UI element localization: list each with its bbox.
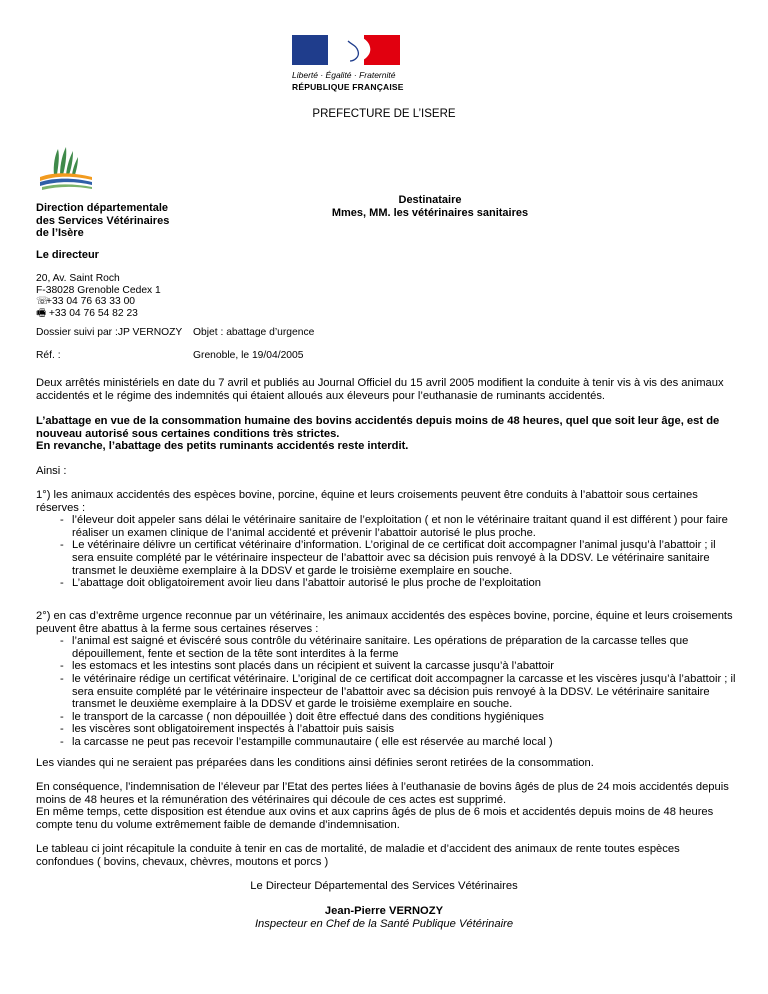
list-item: - Le vétérinaire délivre un certificat vétérinaire d’information. L’original de ce certificat doit accompagner l’animal jusqu’à l’abattoir ; il sera ensuite complété par le vétérinaire inspecteur de l’abattoir avec sa décision puis renvoyé à la DDSV. Le vétérinaire sanitaire transmet le deuxième exemplaire à la DDSV et garde le troisième exemplaire en souche. <box>60 539 716 577</box>
date-place: Grenoble, le 19/04/2005 <box>193 350 304 361</box>
section-2-list <box>36 635 736 748</box>
dsv-logo <box>36 145 96 191</box>
recipient-name: Mmes, MM. les vétérinaires sanitaires <box>331 207 529 219</box>
list-item: - le transport de la carcasse ( non dépouillée ) doit être effectué dans des conditions hygiéniques <box>60 710 544 723</box>
list-item: - l’animal est saigné et éviscéré sous contrôle du vétérinaire sanitaire. Les opérations de préparation de la carcasse telles que dépouillement, fente et section de la tête sont interdites à la ferme <box>60 635 689 660</box>
paragraph-consequence <box>36 781 736 831</box>
fax-line <box>36 308 161 320</box>
bold-statement-1: L’abattage en vue de la consommation humaine des bovins accidentés depuis moins de 48 heures, quel que soit leur âge, est de nouveau autorisé sous certaines conditions très strictes. <box>36 415 720 440</box>
subject: Objet : abattage d’urgence <box>193 327 315 338</box>
prefecture-title: PREFECTURE DE L’ISERE <box>312 108 456 120</box>
fax-icon: 🖷 <box>36 308 46 320</box>
section-2 <box>36 610 736 749</box>
signature-title: Inspecteur en Chef de la Santé Publique Vétérinaire <box>254 918 514 930</box>
section-1-list <box>36 514 736 590</box>
paragraph-intro: Deux arrêtés ministériels en date du 7 avril et publiés au Journal Officiel du 15 avril 2005 modifient la conduite à tenir vis à vis des animaux accidentés et le régime des indemnités qui étaient alloués aux éleveurs pour l’euthanasie de ruminants accidentés. <box>36 377 724 402</box>
list-item: - les estomacs et les intestins sont placés dans un récipient et suivent la carcasse jusqu’à l’abattoir <box>60 660 554 673</box>
list-item: - l’éleveur doit appeler sans délai le vétérinaire sanitaire de l’exploitation ( et non le vétérinaire traitant quand il est différent ) pour faire réaliser un examen clinique de l’animal accidenté et prévenir l’abattoir autorisé le plus proche. <box>60 514 728 539</box>
recipient-block <box>300 194 560 220</box>
department-name <box>36 202 236 240</box>
dossier-followed-by: Dossier suivi par :JP VERNOZY <box>36 327 183 338</box>
bold-statement <box>36 415 736 453</box>
paragraph-viandes: Les viandes qui ne seraient pas préparées dans les conditions ainsi définies seront retirées de la consommation. <box>36 757 594 769</box>
list-item: - la carcasse ne peut pas recevoir l’estampille communautaire ( elle est réservée au marché local ) <box>60 735 553 748</box>
paragraph-tableau: Le tableau ci joint récapitule la conduite à tenir en cas de mortalité, de maladie et d’accident des animaux de rente toutes espèces confondues ( bovins, chevaux, chèvres, moutons et porcs ) <box>36 843 680 868</box>
consequence-2: En même temps, cette disposition est étendue aux ovins et aux caprins âgés de plus de 6 mois et accidentés depuis moins de 48 heures compte tenu du volume extrêmement faible de demande d’indemnisation. <box>36 806 714 831</box>
bold-statement-2: En revanche, l’abattage des petits ruminants accidentés reste interdit. <box>36 440 409 453</box>
address-city: F-38028 Grenoble Cedex 1 <box>36 284 161 296</box>
section-1-intro: 1°) les animaux accidentés des espèces bovine, porcine, équine et leurs croisements peuvent être conduits à l’abattoir sous certaines réserves : <box>36 489 698 514</box>
reference: Réf. : <box>36 350 61 361</box>
list-item: - le vétérinaire rédige un certificat vétérinaire. L’original de ce certificat doit accompagner la carcasse et les viscères jusqu’à l’abattoir ; il sera ensuite complété par le vétérinaire inspecteur de l’abattoir avec sa décision puis renvoyé à la DDSV. Le vétérinaire sanitaire transmet le deuxième exemplaire à la DDSV et garde le troisième exemplaire en souche. <box>60 672 736 711</box>
signature-name: Jean-Pierre VERNOZY <box>324 905 444 917</box>
republic-name: RÉPUBLIQUE FRANÇAISE <box>292 82 404 92</box>
phone-line <box>36 296 161 308</box>
department-line-2: des Services Vétérinaires <box>36 214 170 227</box>
recipient-label: Destinataire <box>398 194 462 206</box>
section-2-intro: 2°) en cas d’extrême urgence reconnue par un vétérinaire, les animaux accidentés des espèces bovine, porcine, équine et leurs croisements peuvent être abattus à la ferme sous certaines réserves : <box>36 610 733 635</box>
department-line-1: Direction départementale <box>36 202 169 214</box>
list-item: - les viscères sont obligatoirement inspectés à l’abattoir puis saisis <box>60 723 395 736</box>
ainsi-label: Ainsi : <box>36 465 67 477</box>
director-label: Le directeur <box>36 249 99 261</box>
sender-address <box>36 273 161 320</box>
department-line-3: de l’Isère <box>36 227 84 239</box>
consequence-1: En conséquence, l’indemnisation de l’éleveur par l’Etat des pertes liées à l’euthanasie de bovins âgés de plus de 24 mois accidentés depuis moins de 48 heures et la rémunération des vétérinaires qui découle de ces actes est supprimé. <box>36 781 729 806</box>
signature-role: Le Directeur Départemental des Services Vétérinaires <box>250 880 518 892</box>
address-street: 20, Av. Saint Roch <box>36 273 120 284</box>
phone-icon: ☏ <box>36 296 49 308</box>
fax-number: +33 04 76 54 82 23 <box>48 308 138 320</box>
list-item: - L’abattage doit obligatoirement avoir lieu dans l’abattoir autorisé le plus proche de l’exploitation <box>60 577 541 590</box>
republic-motto: Liberté · Égalité · Fraternité <box>292 70 396 80</box>
section-1 <box>36 489 736 590</box>
phone-number: +33 04 76 63 33 00 <box>46 296 136 308</box>
